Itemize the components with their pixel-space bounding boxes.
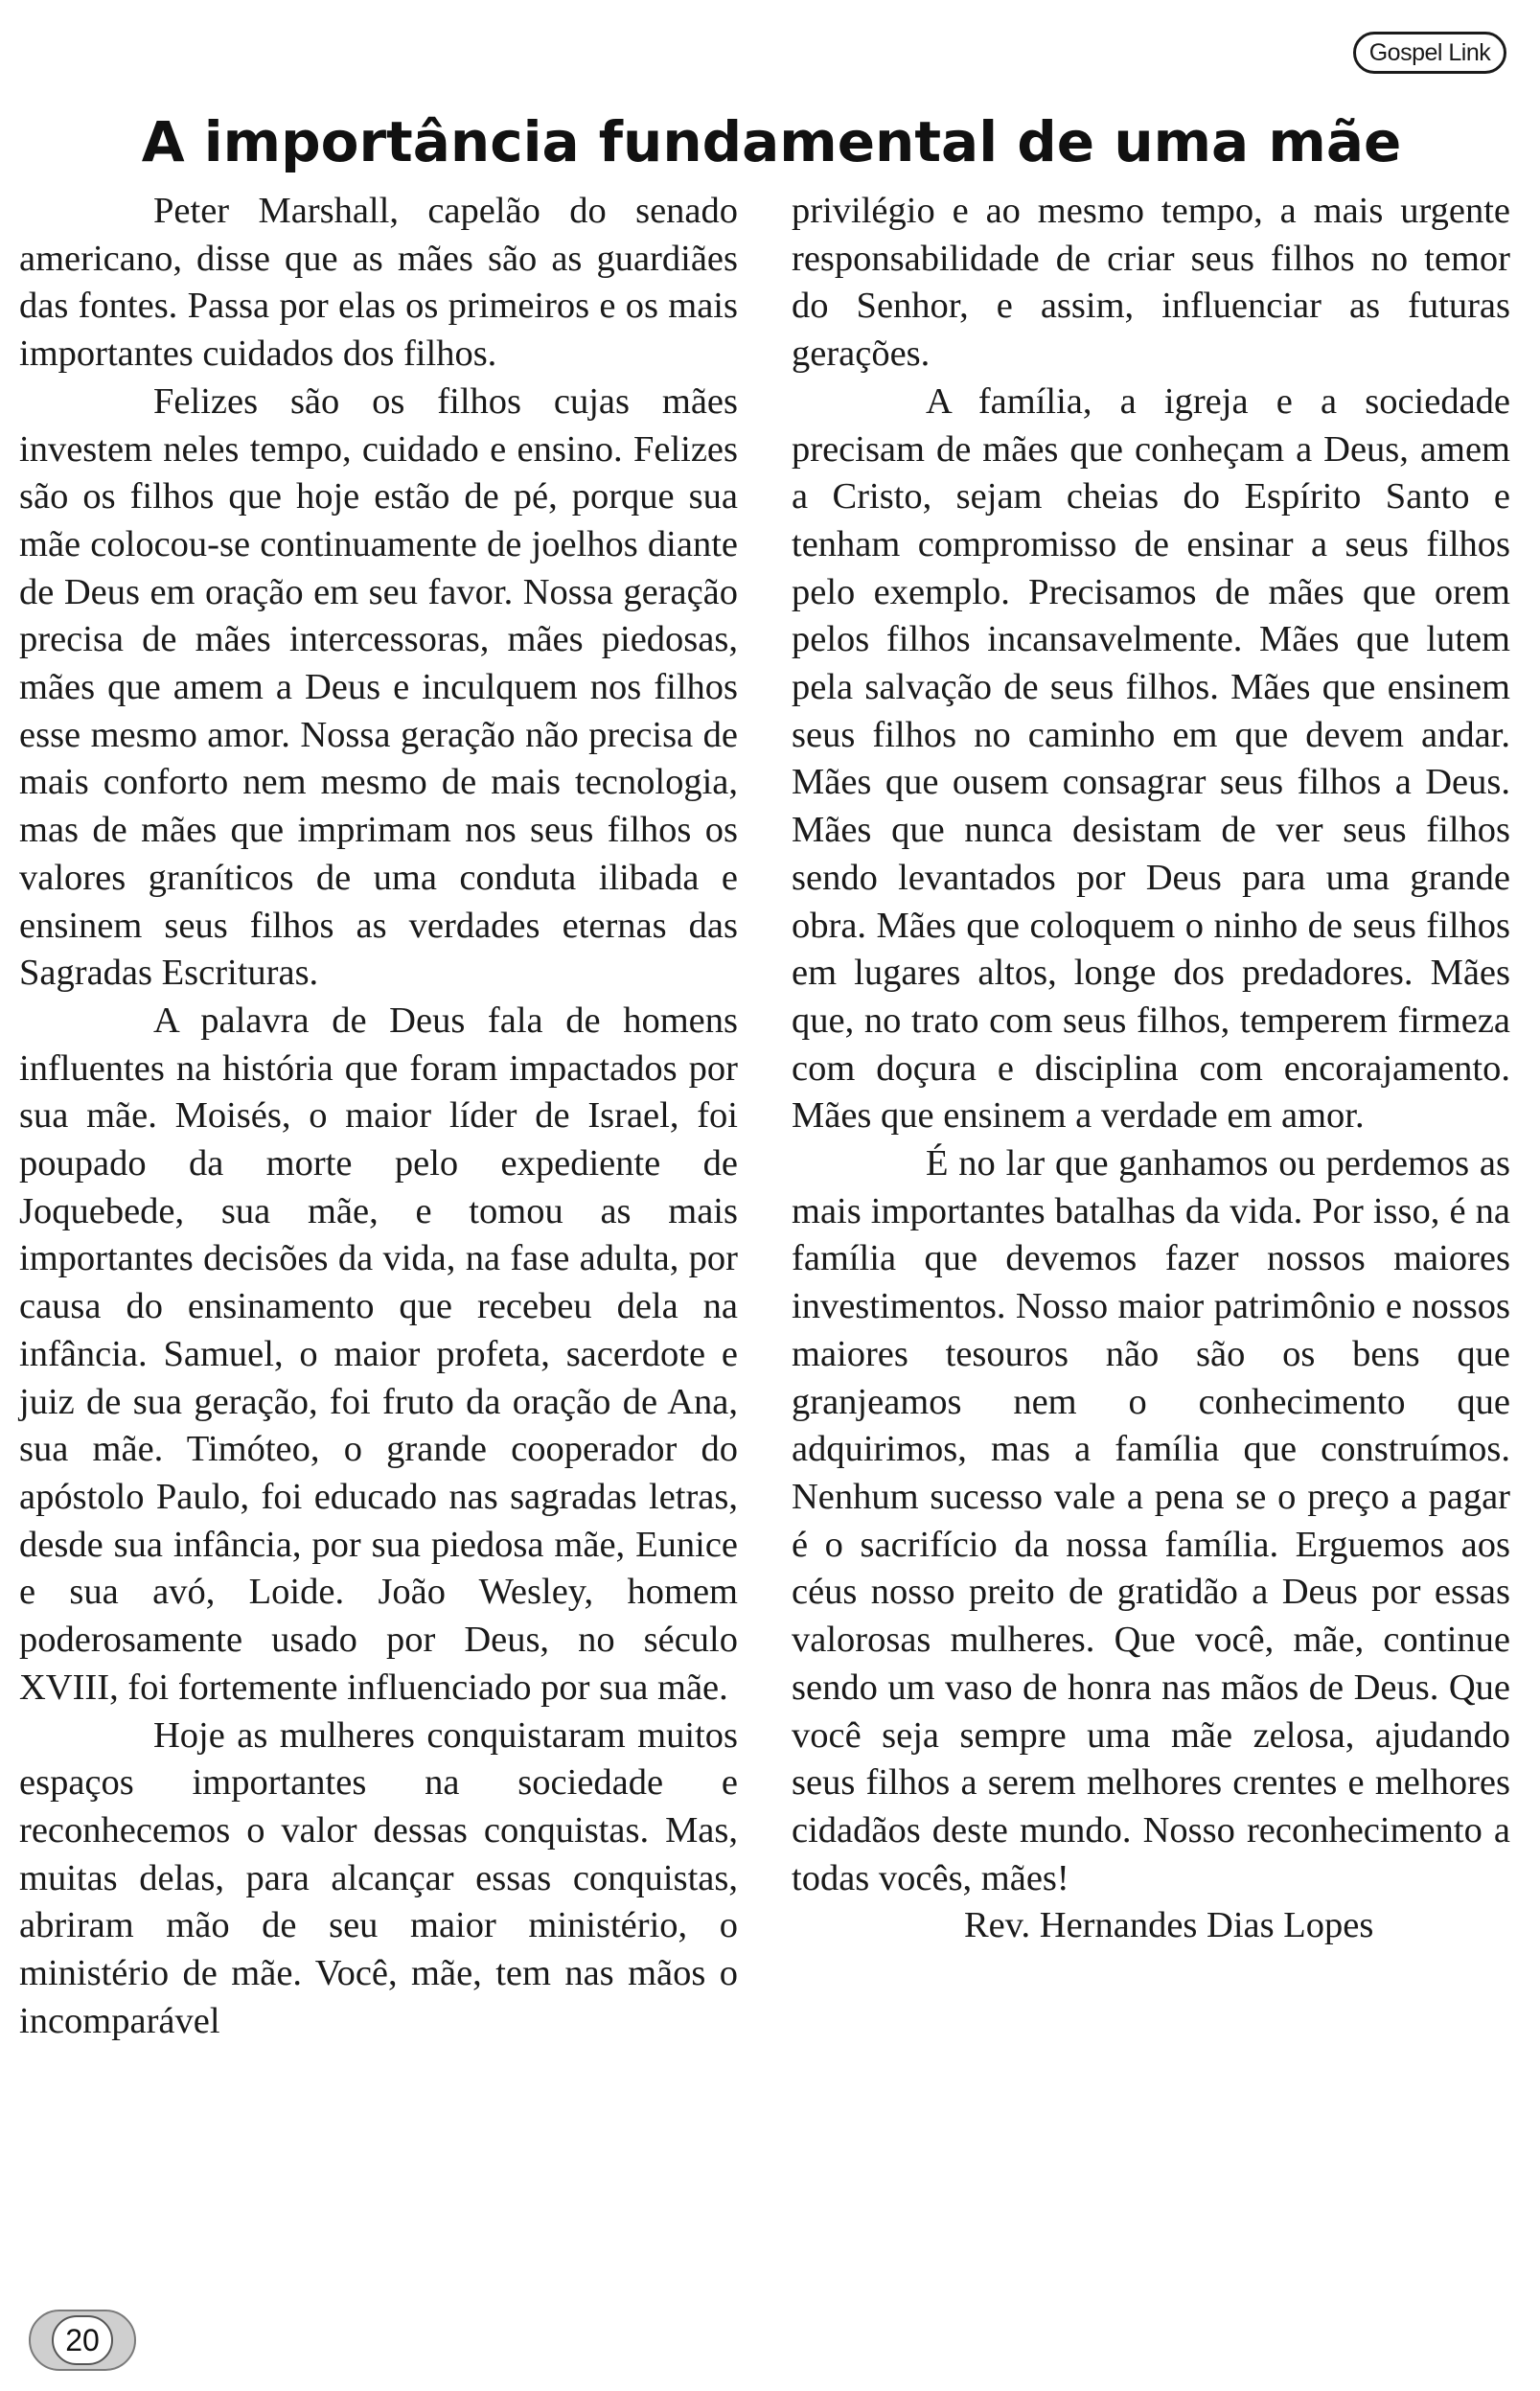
paragraph: A palavra de Deus fala de homens influentes na história que foram impactados por sua mãe. Moisés, o maior líder de Israel, foi poupado da morte pelo expediente de Joquebede, sua mãe, e tomou as mais importantes decisões da vida, na fase adulta, por causa do ensinamento que recebeu dela na infância. Samuel, o maior profeta, sacerdote e juiz de sua geração, foi fruto da oração de Ana, sua mãe. Timóteo, o grande cooperador do apóstolo Paulo, foi educado nas sagradas letras, desde sua infância, por sua piedosa mãe, Eunice e sua avó, Loide. João Wesley, homem poderosamente usado por Deus, no século XVIII, foi fortemente influenciado por sua mãe.: [19, 1000, 738, 1708]
paragraph: Peter Marshall, capelão do senado americano, disse que as mães são as guardiães das fontes. Passa por elas os primeiros e os mais importantes cuidados dos filhos.: [19, 191, 738, 375]
paragraph-continuation: privilégio e ao mesmo tempo, a mais urgente responsabilidade de criar seus filhos no temor do Senhor, e assim, influenciar as futuras gerações.: [792, 191, 1510, 375]
paragraph: A família, a igreja e a sociedade precisam de mães que conheçam a Deus, amem a Cristo, sejam cheias do Espírito Santo e tenham compromisso de ensinar a seus filhos pelo exemplo. Precisamos de mães que orem pelos filhos incansavelmente. Mães que lutem pela salvação de seus filhos. Mães que ensinem seus filhos no caminho em que devem andar. Mães que ousem consagrar seus filhos a Deus. Mães que nunca desistam de ver seus filhos sendo levantados por Deus para uma grande obra. Mães que coloquem o ninho de seus filhos em lugares altos, longe dos predadores. Mães que, no trato com seus filhos, temperem firmeza com doçura e disciplina com encorajamento. Mães que ensinem a verdade em amor.: [792, 380, 1510, 1137]
paragraph: Hoje as mulheres conquistaram muitos espaços importantes na sociedade e reconhecemos o valor dessas conquistas. Mas, muitas delas, para alcançar essas conquistas, abriram mão de seu maior ministério, o ministério de mãe. Você, mãe, tem nas mãos o incomparável: [19, 1714, 738, 2041]
brand-logo: [1353, 32, 1506, 74]
paragraph: Felizes são os filhos cujas mães investem neles tempo, cuidado e ensino. Felizes são os filhos que hoje estão de pé, porque sua mãe colocou-se continuamente de joelhos diante de Deus em oração em seu favor. Nossa geração precisa de mães intercessoras, mães piedosas, mães que amem a Deus e inculquem nos filhos esse mesmo amor. Nossa geração não precisa de mais conforto nem mesmo de mais tecnologia, mas de mães que imprimam nos seus filhos os valores graníticos de uma conduta ilibada e ensinem seus filhos as verdades eternas das Sagradas Escrituras.: [19, 380, 738, 994]
page-number: 20: [52, 2315, 113, 2365]
left-column: [19, 188, 738, 2045]
right-column: [792, 188, 1510, 1950]
author-signature: Rev. Hernandes Dias Lopes: [964, 1905, 1374, 1946]
article-title: A importância fundamental de uma mãe: [141, 109, 1402, 174]
brand-name: Gospel Link: [1368, 38, 1491, 66]
paragraph: É no lar que ganhamos ou perdemos as mais importantes batalhas da vida. Por isso, é na família que devemos fazer nossos maiores investimentos. Nosso maior patrimônio e nossos maiores tesouros não são os bens que granjeamos nem o conhecimento que adquirimos, mas a família que construímos. Nenhum sucesso vale a pena se o preço a pagar é o sacrifício da nossa família. Erguemos aos céus nosso preito de gratidão a Deus por essas valorosas mulheres. Que você, mãe, continue sendo um vaso de honra nas mãos de Deus. Que você seja sempre uma mãe zelosa, ajudando seus filhos a serem melhores crentes e melhores cidadãos deste mundo. Nosso reconhecimento a todas vocês, mães!: [792, 1143, 1510, 1898]
page-number-badge: [29, 2310, 136, 2371]
